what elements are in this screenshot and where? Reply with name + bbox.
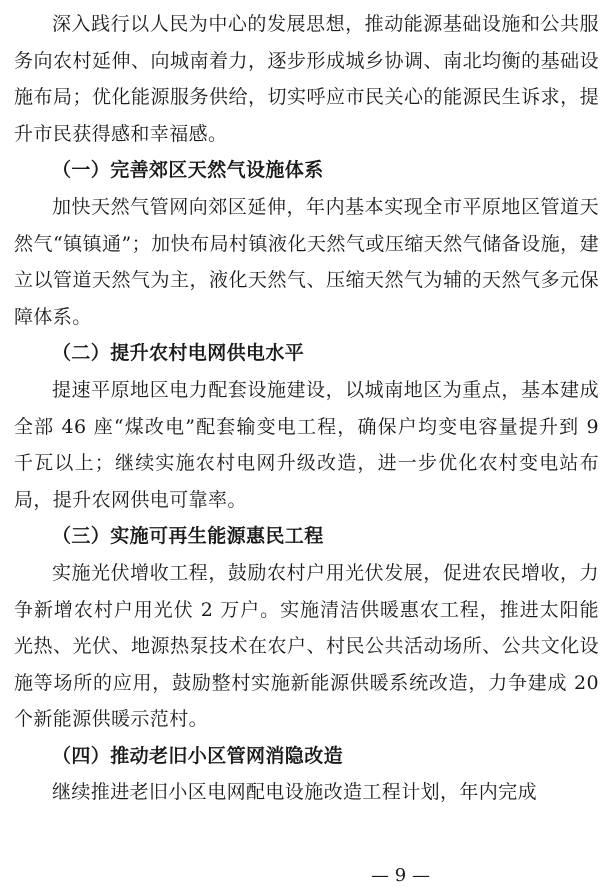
body-paragraph: 实施光伏增收工程，鼓励农村户用光伏发展，促进农民增收，力争新增农村户用光伏 2 万户。实施清洁供暖惠农工程，推进太阳能光热、光伏、地源热泵技术在农户、村民公共活动场所、公共文化设施等场所的应用，鼓励整村实施新能源供暖系统改造，力争建成 20 个新能源供暖示范村。 [14, 561, 599, 731]
document-page [14, 6, 599, 811]
section-heading: （二）提升农村电网供电水平 [52, 342, 305, 365]
section-heading: （三）实施可再生能源惠民工程 [52, 525, 324, 548]
page-number: — 9 — [371, 865, 430, 886]
body-paragraph: 继续推进老旧小区电网配电设施改造工程计划，年内完成 [52, 781, 538, 804]
body-paragraph: 提速平原地区电力配套设施建设，以城南地区为重点，基本建成全部 46 座“煤改电”配套输变电工程，确保户均变电容量提升到 9 千瓦以上；继续实施农村电网升级改造，进一步优化农村变电站布局，提升农网供电可靠率。 [14, 378, 599, 511]
body-paragraph: 深入践行以人民为中心的发展思想，推动能源基础设施和公共服务向农村延伸、向城南着力，逐步形成城乡协调、南北均衡的基础设施布局；优化能源服务供给，切实呼应市民关心的能源民生诉求，提升市民获得感和幸福感。 [14, 13, 599, 145]
section-heading: （四）推动老旧小区管网消隐改造 [52, 744, 344, 767]
body-paragraph: 加快天然气管网向郊区延伸，年内基本实现全市平原地区管道天然气“镇镇通”；加快布局村镇液化天然气或压缩天然气储备设施，建立以管道天然气为主，液化天然气、压缩天然气为辅的天然气多元保障体系。 [14, 195, 599, 328]
section-heading: （一）完善郊区天然气设施体系 [52, 159, 324, 182]
